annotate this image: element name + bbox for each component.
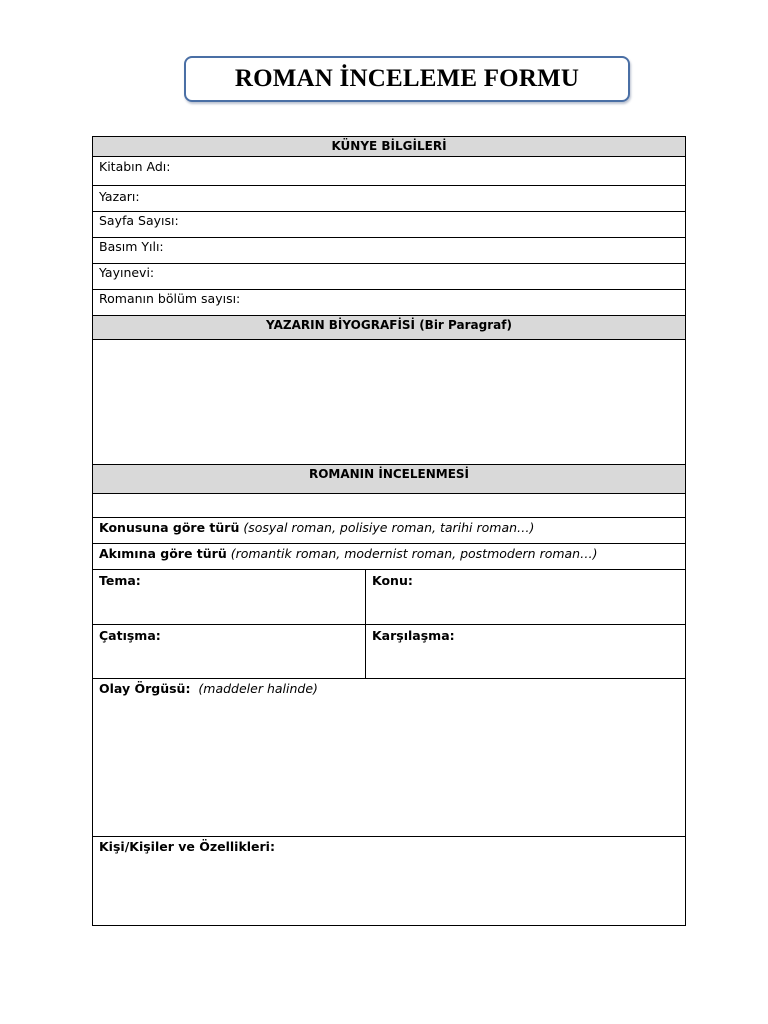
akim-turu-label: Akımına göre türü xyxy=(99,546,227,561)
field-label-basim-yili: Basım Yılı: xyxy=(99,239,164,254)
field-label-kitap-adi: Kitabın Adı: xyxy=(99,159,171,174)
field-label-sayfa-sayisi: Sayfa Sayısı: xyxy=(99,213,179,228)
olay-orgusu-hint: (maddeler halinde) xyxy=(198,681,318,696)
catisma-label: Çatışma: xyxy=(99,628,161,643)
field-label-yazar: Yazarı: xyxy=(99,189,140,204)
olay-orgusu-label: Olay Örgüsü: xyxy=(99,681,191,696)
review-form-table xyxy=(92,136,686,926)
konu-label: Konu: xyxy=(372,573,413,588)
kunye-header-row xyxy=(93,137,685,157)
form-title: ROMAN İNCELEME FORMU xyxy=(234,65,580,92)
olay-orgusu-area[interactable] xyxy=(93,679,685,837)
akim-turu-hint: (romantik roman, modernist roman, postmodern roman…) xyxy=(230,546,598,561)
konu-turu-hint: (sosyal roman, polisiye roman, tarihi roman…) xyxy=(243,520,535,535)
field-row-yazar[interactable] xyxy=(93,186,685,212)
field-label-bolum-sayisi: Romanın bölüm sayısı: xyxy=(99,291,241,306)
karsilasma-label: Karşılaşma: xyxy=(372,628,455,643)
konu-turu-row[interactable] xyxy=(93,518,685,544)
tema-label: Tema: xyxy=(99,573,141,588)
field-row-kitap-adi[interactable] xyxy=(93,157,685,186)
field-row-bolum-sayisi[interactable] xyxy=(93,290,685,316)
inceleme-header-row xyxy=(93,465,685,494)
form-title-box xyxy=(184,56,630,102)
inceleme-empty-row[interactable] xyxy=(93,494,685,518)
akim-turu-row[interactable] xyxy=(93,544,685,570)
kunye-header: KÜNYE BİLGİLERİ xyxy=(331,139,447,153)
kisiler-label: Kişi/Kişiler ve Özellikleri: xyxy=(99,839,275,854)
biyografi-area[interactable] xyxy=(93,340,685,465)
biyografi-header: YAZARIN BİYOGRAFİSİ (Bir Paragraf) xyxy=(266,318,512,332)
tema-cell[interactable] xyxy=(93,570,366,624)
biyografi-header-row xyxy=(93,316,685,340)
field-label-yayinevi: Yayınevi: xyxy=(99,265,155,280)
tema-konu-row xyxy=(93,570,685,625)
catisma-cell[interactable] xyxy=(93,625,366,678)
konu-turu-label: Konusuna göre türü xyxy=(99,520,240,535)
catisma-karsilasma-row xyxy=(93,625,685,679)
field-row-basim-yili[interactable] xyxy=(93,238,685,264)
konu-cell[interactable] xyxy=(366,570,685,624)
inceleme-header: ROMANIN İNCELENMESİ xyxy=(308,467,470,481)
field-row-sayfa-sayisi[interactable] xyxy=(93,212,685,238)
kisiler-area[interactable] xyxy=(93,837,685,925)
field-row-yayinevi[interactable] xyxy=(93,264,685,290)
karsilasma-cell[interactable] xyxy=(366,625,685,678)
